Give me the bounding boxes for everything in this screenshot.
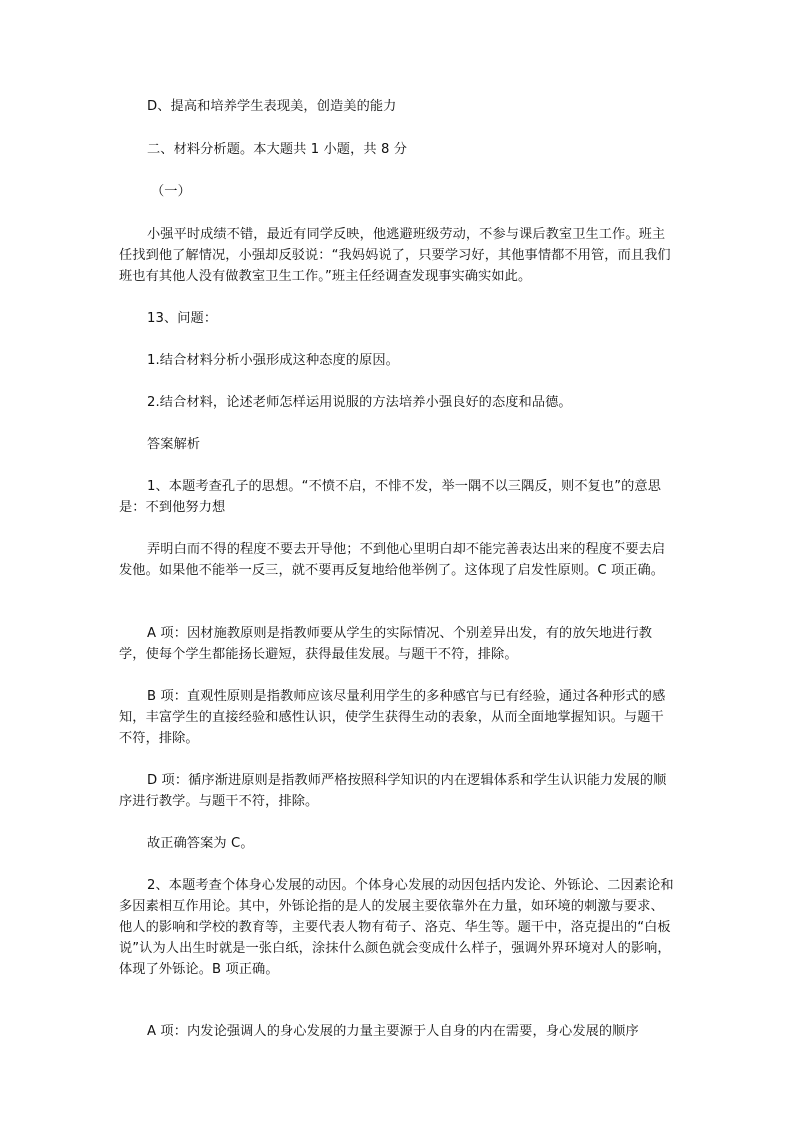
option-d-text: D、提高和培养学生表现美，创造美的能力 xyxy=(147,99,397,114)
sub-heading: （一） xyxy=(151,184,191,199)
question-13-label: 13、问题： xyxy=(147,311,218,326)
answer-1-intro: 1、本题考查孔子的思想。“不愤不启，不悱不发，举一隅不以三隅反，则不复也”的意思是：不到他努力想 xyxy=(119,479,661,515)
answer-1-option-a: A 项：因材施教原则是指教师要从学生的实际情况、个别差异出发，有的放矢地进行教学，使每个学生都能扬长避短，获得最佳发展。与题干不符，排除。 xyxy=(119,626,653,662)
answer-1-option-d: D 项：循序渐进原则是指教师严格按照科学知识的内在逻辑体系和学生认识能力发展的顺序进行教学。与题干不符，排除。 xyxy=(119,773,667,809)
answer-1-continuation: 弄明白而不得的程度不要去开导他；不到他心里明白却不能完善表达出来的程度不要去启发他。如果他不能举一反三，就不要再反复地给他举例了。这体现了启发性原则。C 项正确。 xyxy=(119,542,666,578)
answer-2-intro: 2、本题考查个体身心发展的动因。个体身心发展的动因包括内发论、外铄论、二因素论和多因素相互作用论。其中，外铄论指的是人的发展主要依靠外在力量，如环境的刺激与要求、他人的影响和学校的教育等，主要代表人物有荀子、洛克、华生等。题干中，洛克提出的“白板说”认为人出生时就是一张白纸，涂抹什么颜色就会变成什么样子，强调外界环境对人的影响，体现了外铄论。B 项正确。 xyxy=(119,878,674,977)
answer-1-conclusion: 故正确答案为 C。 xyxy=(147,836,254,851)
answer-1-option-b: B 项：直观性原则是指教师应该尽量利用学生的多种感官与已有经验，通过各种形式的感知，丰富学生的直接经验和感性认识，使学生获得生动的表象，从而全面地掌握知识。与题干不符，排除。 xyxy=(119,689,666,746)
material-paragraph: 小强平时成绩不错，最近有同学反映，他逃避班级劳动，不参与课后教室卫生工作。班主任找到他了解情况，小强却反驳说：“我妈妈说了，只要学习好，其他事情都不用管，而且我们班也有其他人没有做教室卫生工作。”班主任经调查发现事实确实如此。 xyxy=(119,227,671,284)
answer-2-option-a: A 项：内发论强调人的身心发展的力量主要源于人自身的内在需要，身心发展的顺序 xyxy=(147,1024,639,1039)
question-13-item-2: 2.结合材料，论述老师怎样运用说服的方法培养小强良好的态度和品德。 xyxy=(147,395,572,410)
question-13-item-1: 1.结合材料分析小强形成这种态度的原因。 xyxy=(147,353,399,368)
answer-analysis-title: 答案解析 xyxy=(147,437,201,452)
section-2-title: 二、材料分析题。本大题共 1 小题，共 8 分 xyxy=(147,142,408,157)
